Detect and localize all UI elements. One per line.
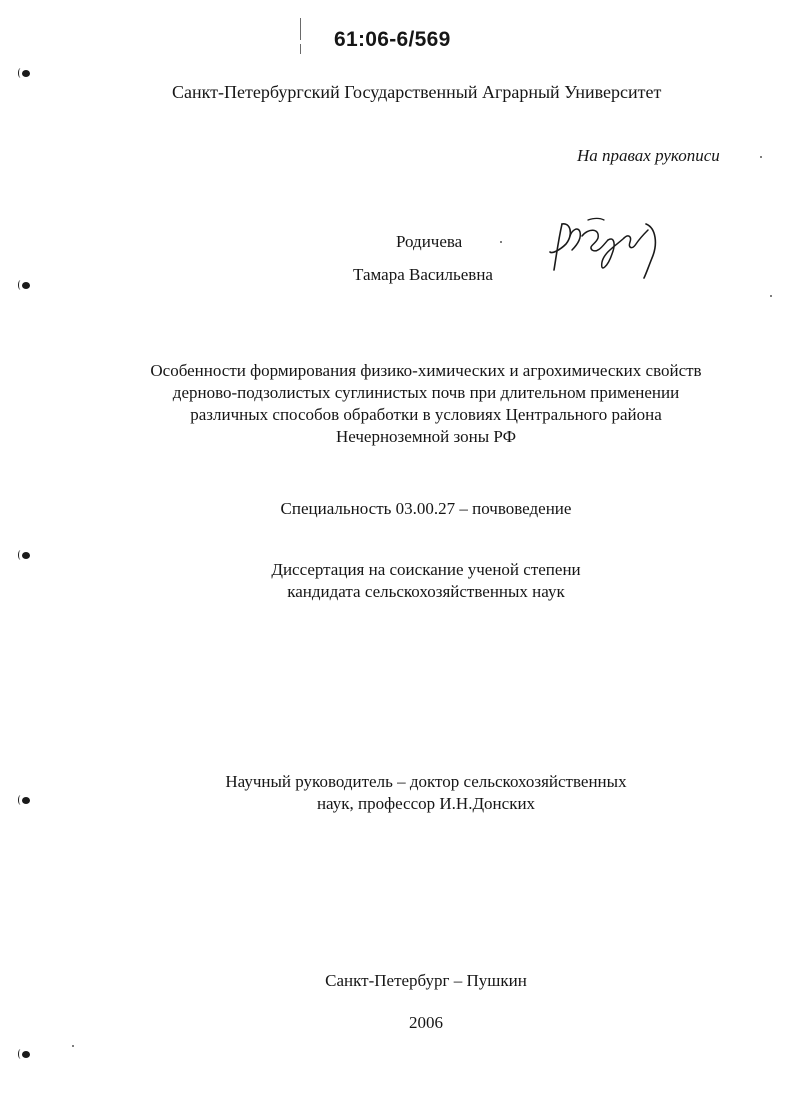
- supervisor-line: наук, профессор И.Н.Донских: [316, 794, 536, 813]
- city: Санкт-Петербург – Пушкин: [325, 971, 527, 990]
- scan-speck: [760, 156, 762, 158]
- catalog-number: 61:06-6/569: [334, 28, 451, 51]
- year: 2006: [409, 1013, 443, 1032]
- degree-line: Диссертация на соискание ученой степени: [271, 560, 581, 579]
- manuscript-rights-note: На правах рукописи: [577, 146, 720, 165]
- scan-speck: [72, 1045, 74, 1047]
- fold-mark-upper: [300, 18, 301, 40]
- title-line: дерново-подзолистых суглинистых почв при длительном применении: [172, 383, 680, 402]
- title-line: Особенности формирования физико-химических и агрохимических свойств: [150, 361, 702, 380]
- university-name: Санкт-Петербургский Государственный Аграрный Университет: [172, 82, 662, 102]
- scan-speck: [770, 295, 772, 297]
- binder-hole-5: [22, 1051, 30, 1058]
- degree-line: кандидата сельскохозяйственных наук: [287, 582, 565, 601]
- binder-hole-1: [22, 70, 30, 77]
- scan-speck: [500, 241, 502, 243]
- author-surname: Родичева: [396, 232, 463, 251]
- supervisor-line: Научный руководитель – доктор сельскохозяйственных: [225, 772, 627, 791]
- dissertation-title: [100, 360, 752, 448]
- fold-mark-lower: [300, 44, 301, 54]
- specialty: Специальность 03.00.27 – почвоведение: [280, 499, 572, 518]
- degree-statement: [0, 559, 792, 603]
- author-given-names: Тамара Васильевна: [353, 265, 493, 284]
- author-signature: [548, 214, 664, 284]
- title-line: Нечерноземной зоны РФ: [335, 427, 517, 446]
- title-line: различных способов обработки в условиях Центрального района: [190, 405, 662, 424]
- binder-hole-3: [22, 552, 30, 559]
- binder-hole-2: [22, 282, 30, 289]
- scientific-supervisor: [0, 771, 792, 815]
